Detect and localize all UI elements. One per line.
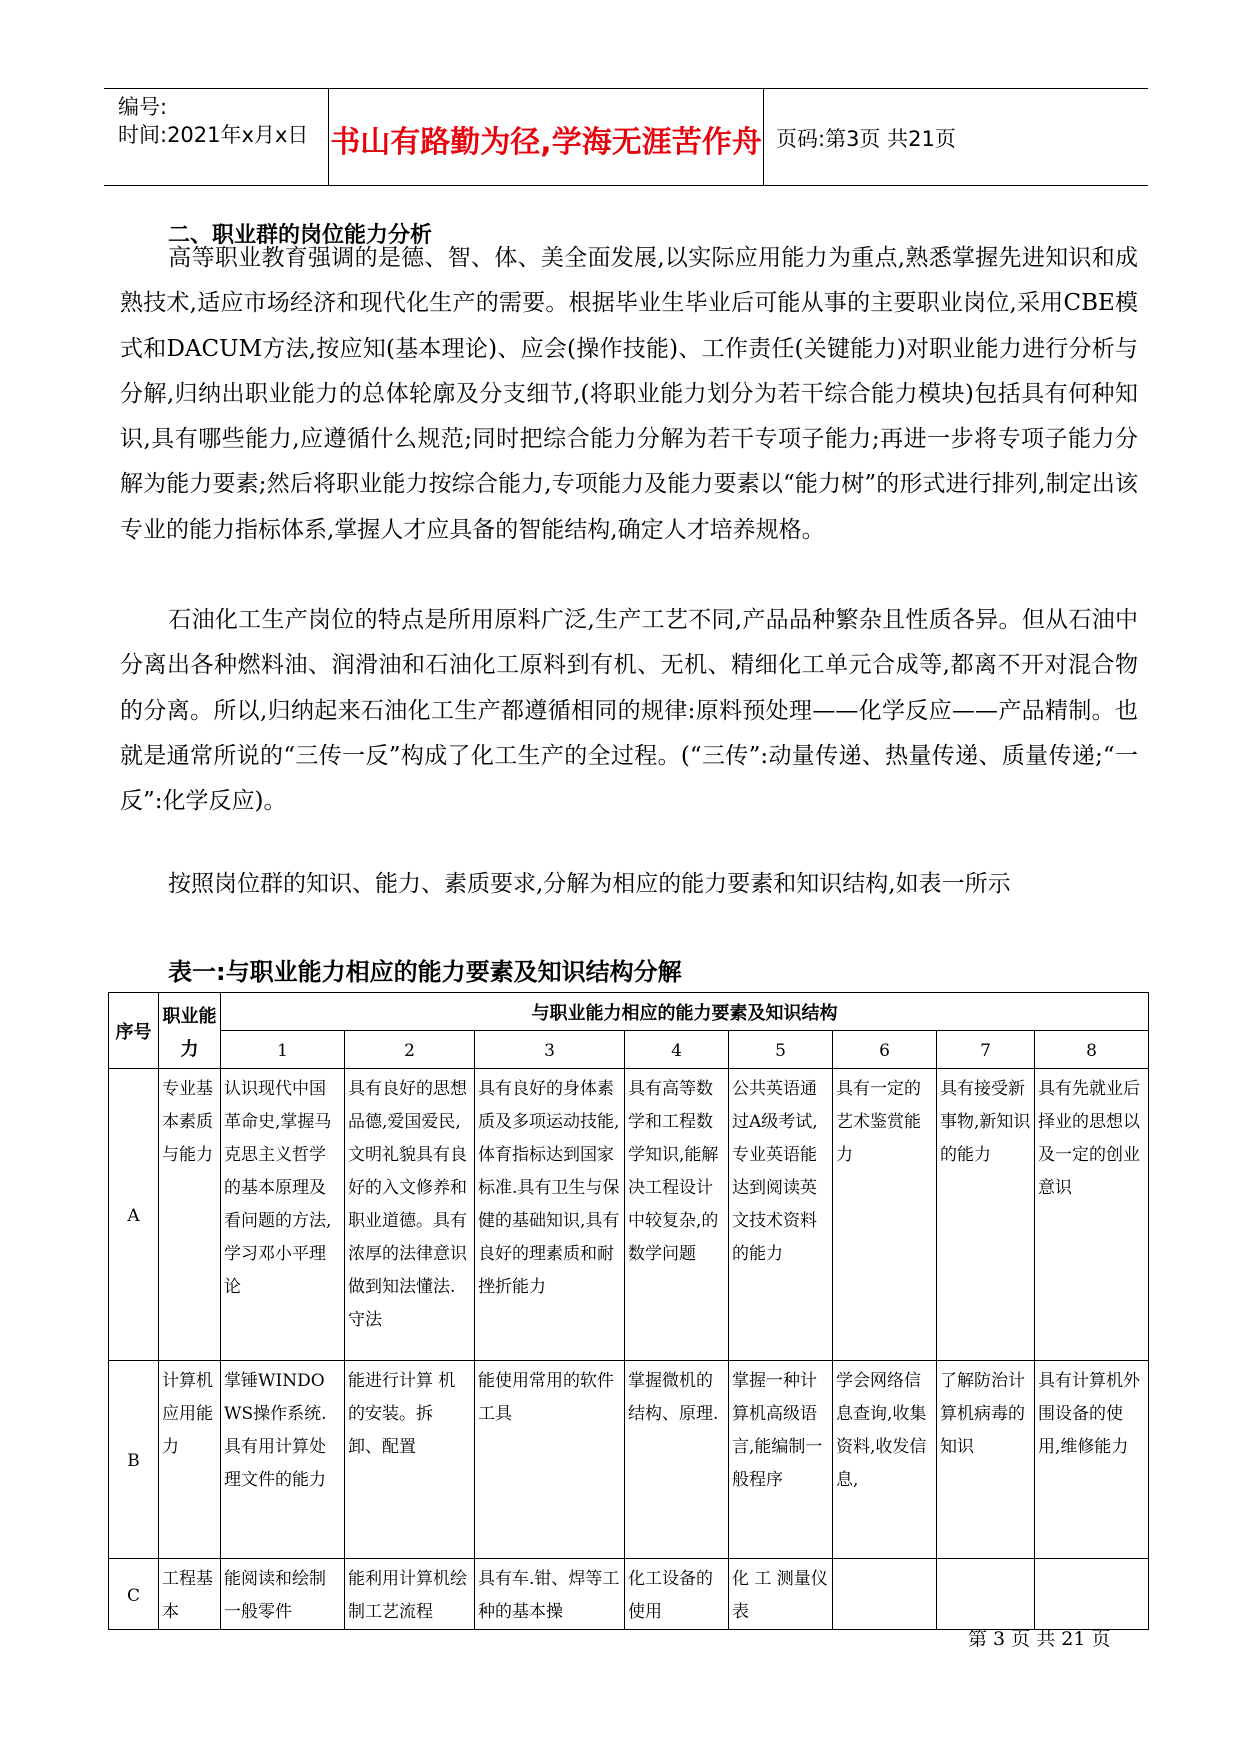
table-cell: 能使用常用的软件工具 [475,1361,625,1559]
row-ability: 计算机应用能力 [159,1361,221,1559]
header-page-number: 页码:第3页 共21页 [776,127,956,151]
column-number: 4 [625,1031,729,1069]
paragraph-text: 石油化工生产岗位的特点是所用原料广泛,生产工艺不同,产品品种繁杂且性质各异。但从石油中分离出各种燃料油、润滑油和石油化工原料到有机、无机、精细化工单元合成等,都离不开对混合物的分离。所以,归纳起来石油化工生产都遵循相同的规律:原料预处理——化学反应——产品精制。也就是通常所说的“三传一反”构成了化工生产的全过程。(“三传”:动量传递、热量传递、质量传递;“一反”:化学反应)。 [120,607,1138,815]
column-number: 7 [937,1031,1035,1069]
table-cell [937,1559,1035,1630]
header-meta [118,93,308,149]
table-caption: 表一:与职业能力相应的能力要素及知识结构分解 [168,958,682,986]
document-number-label: 编号: [118,95,168,119]
table-cell: 具有计算机外围设备的使用,维修能力 [1035,1361,1149,1559]
header-ability: 职业能力 [159,993,221,1069]
table-cell: 公共英语通过A级考试,专业英语能达到阅读英文技术资料的能力 [729,1069,833,1361]
table-cell: 化工设备的使用 [625,1559,729,1630]
table-row [109,1069,1149,1361]
table-cell: 化 工 测量仪表 [729,1559,833,1630]
table-cell [833,1559,937,1630]
header-divider [763,89,764,185]
row-id: A [109,1069,159,1361]
column-number: 2 [345,1031,475,1069]
page-footer: 第 3 页 共 21 页 [968,1628,1111,1650]
paragraph-3 [120,862,1138,907]
table-cell: 掌握一种计算机高级语言,能编制一般程序 [729,1361,833,1559]
page-header [104,88,1148,186]
table-row [109,1361,1149,1559]
table-cell: 能利用计算机绘制工艺流程 [345,1559,475,1630]
table-row [109,1559,1149,1630]
table-cell: 具有良好的身体素质及多项运动技能,体育指标达到国家标准.具有卫生与保健的基础知识,具有良好的理素质和耐挫折能力 [475,1069,625,1361]
column-number: 3 [475,1031,625,1069]
paragraph-1 [120,236,1138,553]
table-cell [1035,1559,1149,1630]
table-cell: 能阅读和绘制一般零件 [221,1559,345,1630]
header-motto: 书山有路勤为径,学海无涯苦作舟 [330,125,762,160]
document-time-label: 时间:2021年x月x日 [118,123,309,147]
column-number: 6 [833,1031,937,1069]
row-id: C [109,1559,159,1630]
table-cell: 具有先就业后择业的思想以及一定的创业意识 [1035,1069,1149,1361]
row-ability: 工程基本 [159,1559,221,1630]
table-cell: 掌锤WINDOWS操作系统.具有用计算处理文件的能力 [221,1361,345,1559]
table-cell: 具有高等数学和工程数学知识,能解决工程设计中较复杂,的数学问题 [625,1069,729,1361]
column-number: 5 [729,1031,833,1069]
table-cell: 具有良好的思想品德,爱国爱民,文明礼貌具有良好的入文修养和职业道德。具有浓厚的法律意识做到知法懂法.守法 [345,1069,475,1361]
row-id: B [109,1361,159,1559]
table-cell: 具有接受新事物,新知识的能力 [937,1069,1035,1361]
header-group: 与职业能力相应的能力要素及知识结构 [221,993,1149,1031]
column-number: 8 [1035,1031,1149,1069]
table-cell: 学会网络信息查询,收集资料,收发信息, [833,1361,937,1559]
column-number: 1 [221,1031,345,1069]
paragraph-text: 按照岗位群的知识、能力、素质要求,分解为相应的能力要素和知识结构,如表一所示 [168,871,1011,897]
section-title: 二、职业群的岗位能力分析 [168,223,433,248]
table-cell: 具有一定的艺术鉴赏能力 [833,1069,937,1361]
paragraph-2 [120,598,1138,824]
table-cell: 具有车.钳、焊等工种的基本操 [475,1559,625,1630]
table-cell: 了解防治计算机病毒的知识 [937,1361,1035,1559]
table-cell: 能进行计算 机的安装。拆 卸、配置 [345,1361,475,1559]
header-seq: 序号 [109,993,159,1069]
paragraph-text: 高等职业教育强调的是德、智、体、美全面发展,以实际应用能力为重点,熟悉掌握先进知识和成熟技术,适应市场经济和现代化生产的需要。根据毕业生毕业后可能从事的主要职业岗位,采用CBE模式和DACUM方法,按应知(基本理论)、应会(操作技能)、工作责任(关键能力)对职业能力进行分析与分解,归纳出职业能力的总体轮廓及分支细节,(将职业能力划分为若干综合能力模块)包括具有何种知识,具有哪些能力,应遵循什么规范;同时把综合能力分解为若干专项子能力;再进一步将专项子能力分解为能力要素;然后将职业能力按综合能力,专项能力及能力要素以“能力树”的形式进行排列,制定出该专业的能力指标体系,掌握人才应具备的智能结构,确定人才培养规格。 [120,245,1138,543]
row-ability: 专业基本素质与能力 [159,1069,221,1361]
table-cell: 认识现代中国革命史,掌握马克思主义哲学的基本原理及看问题的方法,学习邓小平理论 [221,1069,345,1361]
table-cell: 掌握微机的结构、原理. [625,1361,729,1559]
ability-table [108,992,1149,1630]
